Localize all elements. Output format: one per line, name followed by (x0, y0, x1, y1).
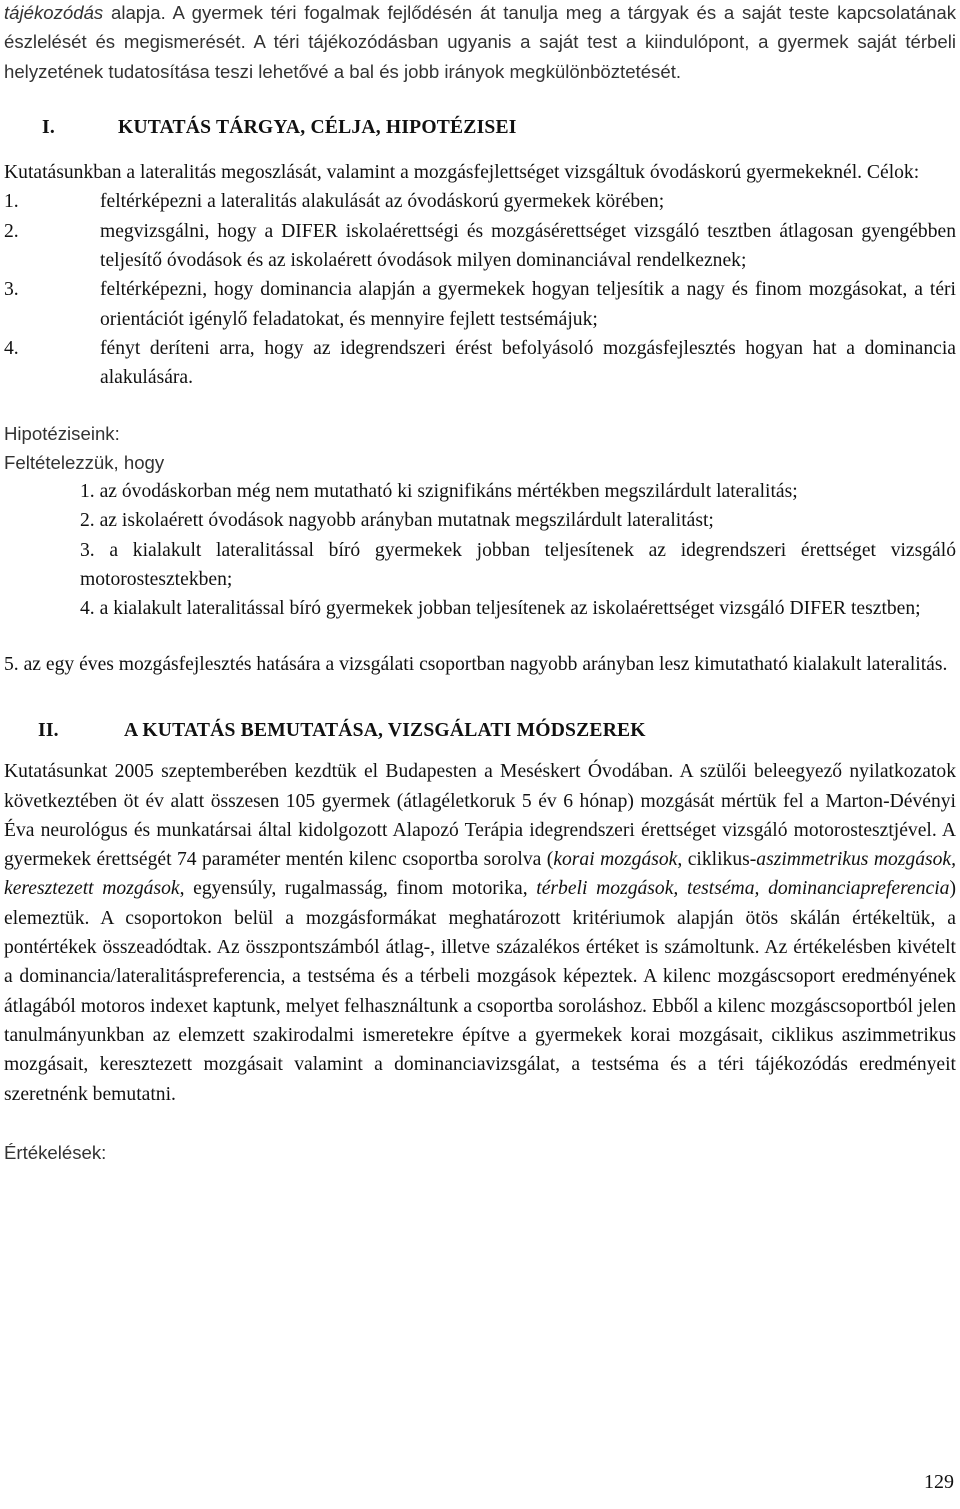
hypotheses-label: Hipotéziseink: (4, 422, 120, 444)
hypotheses-intro: Feltételezzük, hogy (4, 451, 165, 473)
section-2-title: A KUTATÁS BEMUTATÁSA, VIZSGÁLATI MÓDSZEREK (124, 719, 646, 741)
section-1-heading (4, 113, 956, 142)
goal-item: 2. megvizsgálni, hogy a DIFER iskolaérettségi és mozgásérettséget vizsgáló tesztben átlagosan gyengébben teljesítő óvodások és az iskolaérett óvodások milyen dominanciával rendelkeznek; (4, 220, 956, 272)
goal-item: 4. fényt deríteni arra, hogy az idegrendszeri érést befolyásoló mozgásfejlesztés hogyan hat a dominancia alakulására. (4, 337, 956, 389)
document-page (4, 0, 956, 1167)
italic-text-run: korai mozgások (553, 849, 678, 871)
section-1-title: KUTATÁS TÁRGYA, CÉLJA, HIPOTÉZISEI (118, 116, 517, 138)
hypothesis-item: 4. a kialakult lateralitással bíró gyermekek jobban teljesítenek az iskolaérettséget vizsgáló DIFER tesztben; (80, 598, 921, 620)
hypothesis-item: 3. a kialakult lateralitással bíró gyermekek jobban teljesítenek az idegrendszeri érettséget vizsgáló motorostesztekben; (80, 539, 956, 591)
hypothesis-item: 2. az iskolaérett óvodások nagyobb arányban mutatnak megszilárdult lateralitást; (80, 510, 714, 532)
text-run: , egyensúly, rugalmasság, finom motorika, (179, 878, 537, 900)
goal-item: 3. feltérképezni, hogy dominancia alapján a gyermekek hogyan teljesítik a nagy és finom mozgásokat, a téri orientációt igénylő feladatokat, és mennyire fejlett testsémájuk; (4, 279, 956, 330)
italic-text-run: térbeli mozgások, testséma, dominanciapreferencia (536, 878, 950, 900)
section-2-heading (4, 716, 956, 745)
page-number: 129 (924, 1471, 954, 1493)
italic-text-run: aszimmetrikus mozgások, keresztezett mozgások (4, 849, 957, 900)
goal-item: 1. feltérképezni a lateralitás alakulását az óvodáskorú gyermekek körében; (4, 191, 665, 213)
methods-paragraph (4, 757, 956, 1109)
goals-list (4, 187, 956, 392)
hypotheses-list (4, 477, 956, 623)
section-1-number: I. (42, 116, 55, 138)
italic-text-run: tájékozódás (4, 2, 104, 23)
hypothesis-5: 5. az egy éves mozgásfejlesztés hatására a vizsgálati csoportban nagyobb arányban lesz kimutatható kialakult lateralitás. (4, 653, 948, 675)
intro-paragraph (4, 0, 956, 86)
research-aim-paragraph: Kutatásunkban a lateralitás megoszlását, valamint a mozgásfejlettséget vizsgáltuk óvodáskorú gyermekeknél. Célok: (4, 162, 920, 184)
hypothesis-item: 1. az óvodáskorban még nem mutatható ki szignifikáns mértékben megszilárdult lateralitás; (80, 481, 798, 503)
evaluations-label: Értékelések: (4, 1141, 107, 1163)
section-2-number: II. (38, 719, 59, 741)
text-run: Kutatásunkat 2005 szeptemberében kezdtük el Budapesten a Meséskert Óvodában. A szülői beleegyező nyilatkozatok következtében öt év alatt összesen 105 gyermek (átlagéletkoruk 5 év 6 hónap) mozgását mértük fel a Marton-Dévényi Éva neurológus és munkatársai által kidolgozott Alapozó Terápia idegrendszeri érettséget vizsgáló motorostesztjével. A gyermekek érettségét 74 paraméter mentén kilenc csoportba sorolva ( (4, 761, 956, 871)
text-run: alapja. A gyermek téri fogalmak fejlődésén át tanulja meg a tárgyak és a saját teste kapcsolatának észlelését és megismerését. A téri tájékozódásban ugyanis a saját test a kiindulópont, a gyermek saját térbeli helyzetének tudatosítása teszi lehetővé a bal és jobb irányok megkülönböztetését. (4, 2, 956, 82)
text-run: , ciklikus- (677, 849, 757, 871)
text-run: ) elemeztük. A csoportokon belül a mozgásformákat meghatározott kritériumok alapján ötös skálán értékeltük, a pontértékek összeadódtak. Az összpontszámból átlag-, illetve százalékos értéket is számoltunk. Az értékelésben kivételt a dominancia/lateralitáspreferencia, a testséma és a térbeli mozgások képeztek. A kilenc mozgáscsoport eredményének átlagából motoros indexet kaptunk, melyet felhasználtunk a csoportba soroláshoz. Ebből a kilenc mozgáscsoportból jelen tanulmányunkban az elemzett szakirodalmi ismeretekre építve a gyermekek korai mozgásait, ciklikus aszimmetrikus mozgásait, keresztezett mozgásait valamint a dominanciavizsgálat, a testséma és a téri tájékozódás eredményeit szeretnénk bemutatni. (4, 878, 956, 1105)
